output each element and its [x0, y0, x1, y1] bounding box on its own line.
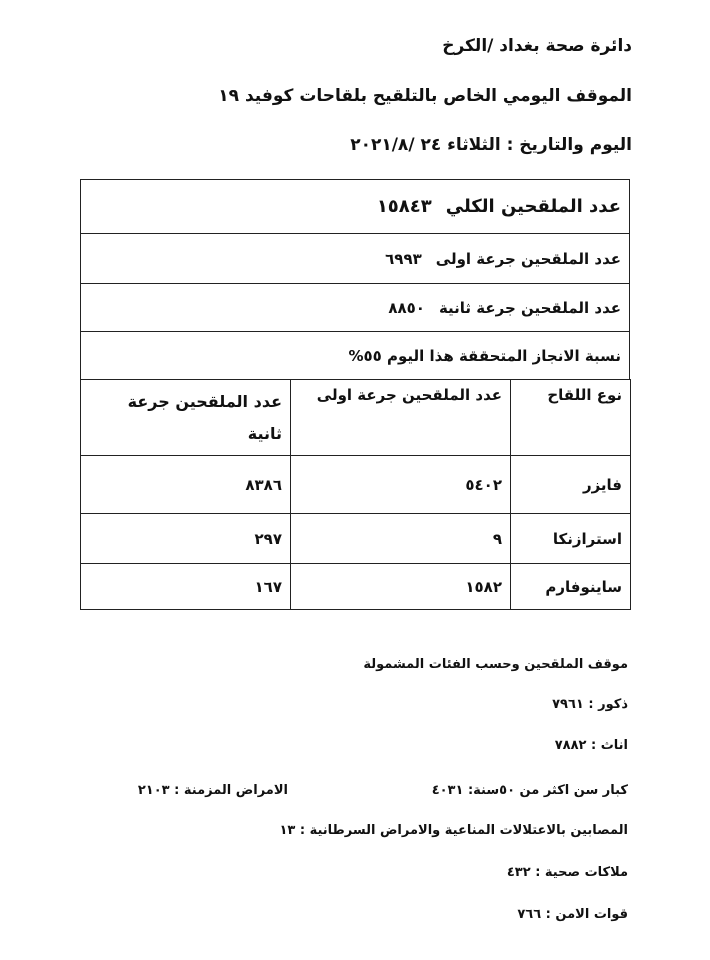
- first-dose-count: ٥٤٠٢: [291, 456, 511, 514]
- second-dose-count: ١٦٧: [81, 564, 291, 610]
- report-date: اليوم والتاريخ : الثلاثاء ٢٤ /٢٠٢١/٨: [350, 135, 632, 155]
- health-staff-count: ملاكات صحية : ٤٣٢: [506, 865, 628, 880]
- chronic-diseases-count: الامراض المزمنة : ٢١٠٣: [137, 783, 288, 798]
- first-dose-count: ١٥٨٢: [291, 564, 511, 610]
- total-vaccinated-label: عدد الملقحين الكلي: [445, 196, 621, 217]
- categories-title: موقف الملقحين وحسب الفئات المشمولة: [363, 657, 628, 672]
- females-count: اناث : ٧٨٨٢: [554, 738, 628, 753]
- second-dose-count: ٢٩٧: [81, 514, 291, 564]
- second-dose-value: ٨٨٥٠: [388, 298, 425, 317]
- achievement-text: نسبة الانجاز المتحققة هذا اليوم ٥٥%: [348, 346, 621, 365]
- table-row: [81, 456, 631, 514]
- table-row: [81, 564, 631, 610]
- first-dose-label: عدد الملقحين جرعة اولى: [435, 249, 621, 268]
- first-dose-count: ٩: [291, 514, 511, 564]
- vaccine-name: ساينوفارم: [511, 564, 631, 610]
- header-second-dose: عدد الملقحين جرعة ثانية: [81, 380, 291, 456]
- table-header-row: [81, 380, 631, 456]
- second-dose-count: ٨٣٨٦: [81, 456, 291, 514]
- security-forces-count: قوات الامن : ٧٦٦: [517, 907, 628, 922]
- first-dose-row: [81, 234, 629, 284]
- report-title: الموقف اليومي الخاص بالتلقيح بلقاحات كوفيد ١٩: [218, 86, 632, 106]
- second-dose-label: عدد الملقحين جرعة ثانية: [438, 298, 621, 317]
- table-row: [81, 514, 631, 564]
- vaccine-table: [80, 379, 631, 610]
- elderly-count: كبار سن اكثر من ٥٠سنة: ٤٠٣١: [431, 783, 628, 798]
- header-first-dose: عدد الملقحين جرعة اولى: [291, 380, 511, 456]
- second-dose-row: [81, 284, 629, 332]
- summary-box: [80, 179, 630, 380]
- department-title: دائرة صحة بغداد /الكرخ: [442, 36, 632, 56]
- total-vaccinated-value: ١٥٨٤٣: [376, 196, 432, 217]
- vaccine-name: استرازنكا: [511, 514, 631, 564]
- vaccine-name: فايزر: [511, 456, 631, 514]
- total-vaccinated-row: [81, 180, 629, 234]
- immunodeficiency-count: المصابين بالاعتلالات المناعية والامراض السرطانية : ١٣: [279, 823, 628, 838]
- first-dose-value: ٦٩٩٣: [385, 249, 422, 268]
- achievement-row: [81, 332, 629, 380]
- header-vaccine-type: نوع اللقاح: [511, 380, 631, 456]
- males-count: ذكور : ٧٩٦١: [552, 697, 628, 712]
